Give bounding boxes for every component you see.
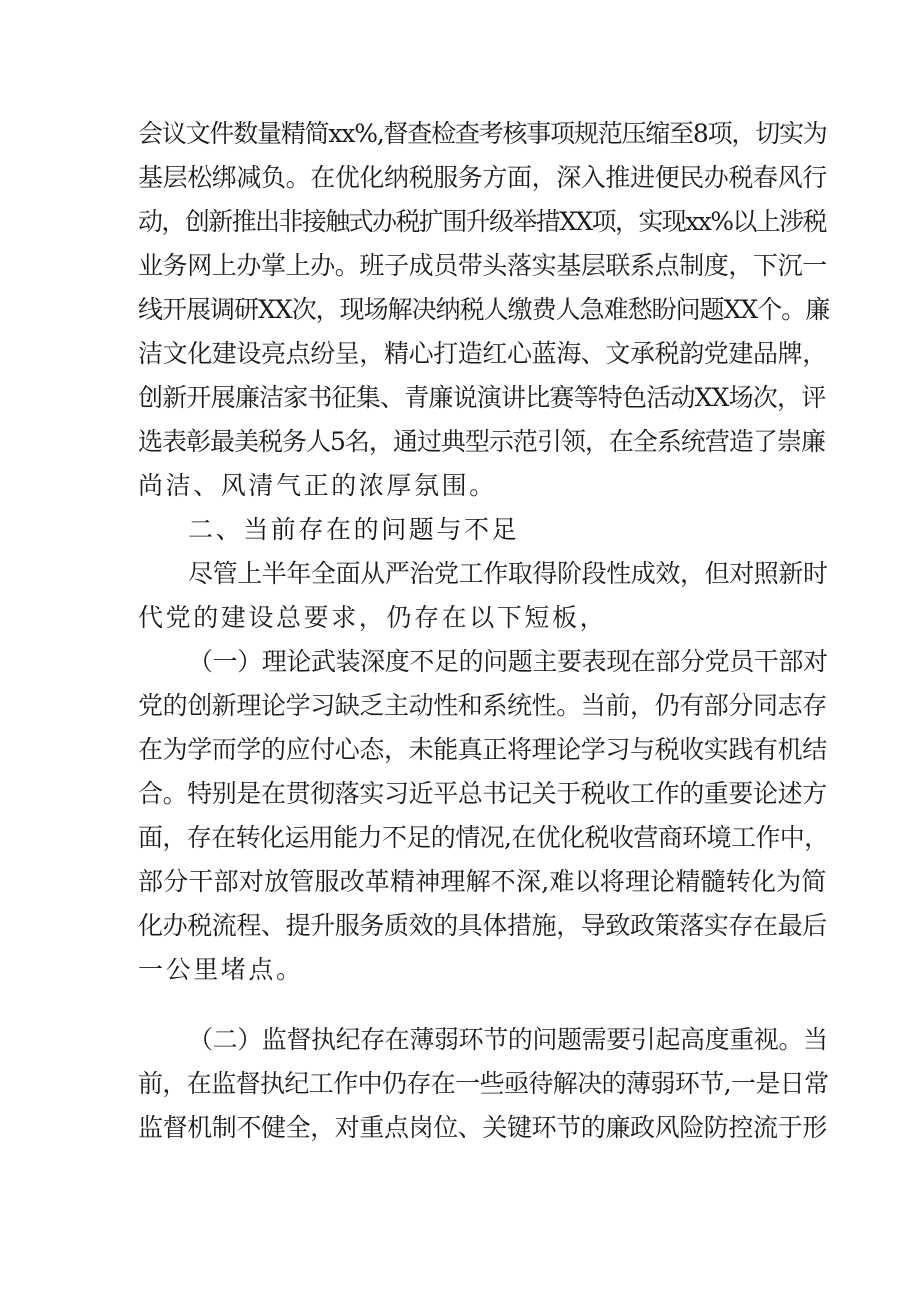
- paragraph-line: 基层松绑减负。在优化纳税服务方面，深入推进便民办税春风行: [138, 163, 827, 192]
- section-heading: 二、当前存在的问题与不足: [188, 515, 520, 544]
- paragraph-line: 选表彰最美税务人5名，通过典型示范引领，在全系统营造了崇廉: [138, 427, 825, 456]
- paragraph-line: 洁文化建设亮点纷呈，精心打造红心蓝海、文承税韵党建品牌，: [138, 339, 827, 368]
- paragraph-line: 创新开展廉洁家书征集、青廉说演讲比赛等特色活动XX场次，评: [138, 383, 826, 412]
- paragraph-line: 业务网上办掌上办。班子成员带头落实基层联系点制度，下沉一: [138, 251, 827, 280]
- paragraph-line: 代党的建设总要求，仍存在以下短板，: [138, 603, 608, 632]
- subsection-line: （一）理论武装深度不足的问题主要表现在部分党员干部对: [188, 647, 828, 676]
- paragraph-line: 一公里堵点。: [138, 955, 304, 984]
- paragraph-line: 尚洁、风清气正的浓厚氛围。: [138, 471, 497, 500]
- paragraph-line: 前，在监督执纪工作中仍存在一些亟待解决的薄弱环节,一是日常: [138, 1069, 829, 1098]
- paragraph-line: 尽管上半年全面从严治党工作取得阶段性成效，但对照新时: [188, 559, 828, 588]
- paragraph-line: 面，存在转化运用能力不足的情况,在优化税收营商环境工作中，: [138, 823, 829, 852]
- paragraph-line: 会议文件数量精简xx%,督查检查考核事项规范压缩至8项，切实为: [138, 119, 827, 148]
- paragraph-line: 监督机制不健全，对重点岗位、关键环节的廉政风险防控流于形: [138, 1113, 827, 1142]
- paragraph-line: 动，创新推出非接触式办税扩围升级举措XX项，实现xx%以上涉税: [138, 207, 826, 236]
- paragraph-line: 在为学而学的应付心态，未能真正将理论学习与税收实践有机结: [138, 735, 827, 764]
- paragraph-line: 线开展调研XX次，现场解决纳税人缴费人急难愁盼问题XX个。廉: [138, 295, 830, 324]
- paragraph-line: 化办税流程、提升服务质效的具体措施，导致政策落实存在最后: [138, 911, 827, 940]
- paragraph-line: 部分干部对放管服改革精神理解不深,难以将理论精髓转化为简: [138, 867, 827, 896]
- paragraph-line: 党的创新理论学习缺乏主动性和系统性。当前，仍有部分同志存: [138, 691, 827, 720]
- subsection-line: （二）监督执纪存在薄弱环节的问题需要引起高度重视。当: [188, 1025, 828, 1054]
- paragraph-line: 合。特别是在贯彻落实习近平总书记关于税收工作的重要论述方: [138, 779, 827, 808]
